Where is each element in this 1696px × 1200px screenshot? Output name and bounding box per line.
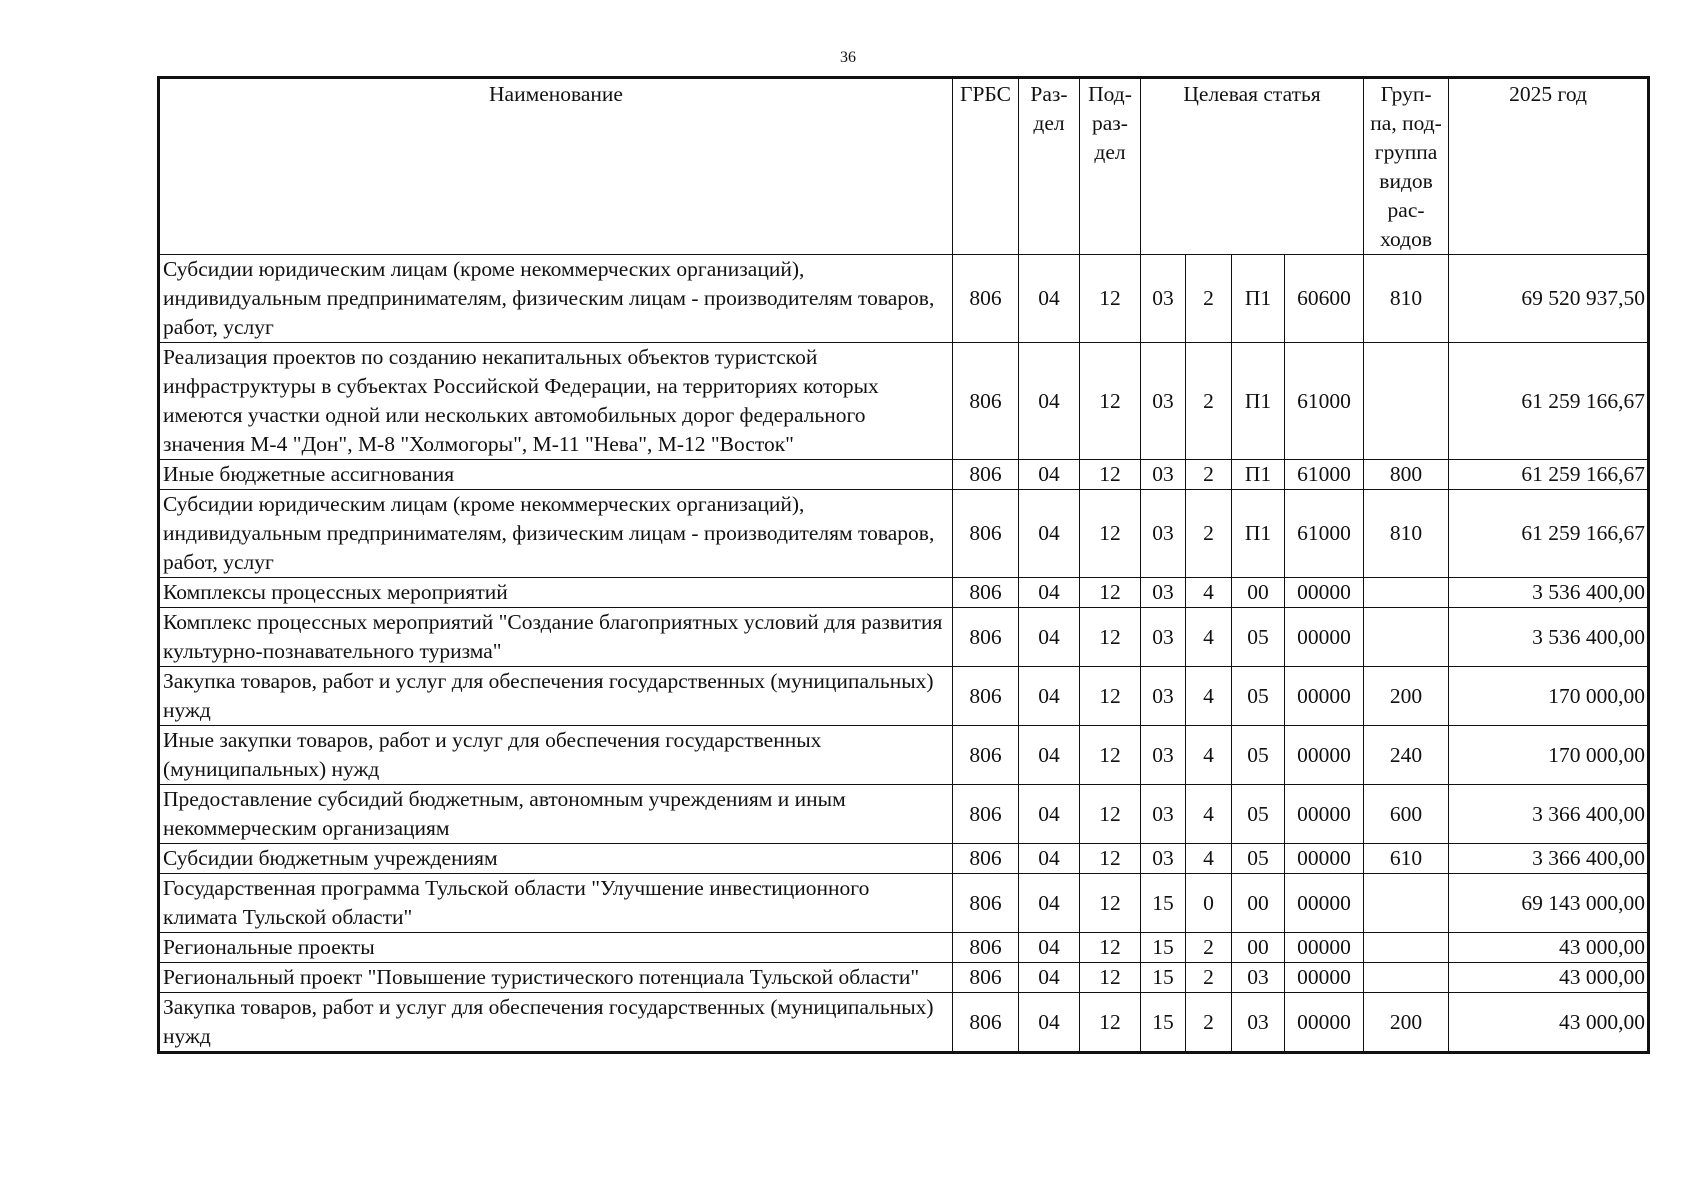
cell-target-direction: 00000 (1285, 726, 1364, 785)
header-target-article: Целевая статья (1141, 78, 1364, 255)
cell-razdel: 04 (1019, 490, 1080, 578)
cell-target-structure: П1 (1232, 460, 1285, 490)
cell-target-type: 4 (1186, 578, 1232, 608)
cell-amount-2025: 69 143 000,00 (1449, 874, 1649, 933)
cell-amount-2025: 69 520 937,50 (1449, 255, 1649, 343)
cell-razdel: 04 (1019, 255, 1080, 343)
cell-grbs: 806 (953, 490, 1019, 578)
cell-podrazdel: 12 (1080, 578, 1141, 608)
cell-razdel: 04 (1019, 993, 1080, 1053)
cell-grbs: 806 (953, 608, 1019, 667)
cell-amount-2025: 61 259 166,67 (1449, 490, 1649, 578)
cell-name: Комплекс процессных мероприятий "Создание благоприятных условий для развития культурно-познавательного туризма" (159, 608, 953, 667)
cell-target-type: 2 (1186, 255, 1232, 343)
table-row (159, 490, 1649, 578)
table-body (159, 255, 1649, 1053)
cell-target-type: 2 (1186, 490, 1232, 578)
cell-target-type: 4 (1186, 608, 1232, 667)
cell-target-direction: 00000 (1285, 608, 1364, 667)
cell-podrazdel: 12 (1080, 460, 1141, 490)
cell-expense-group: 200 (1364, 993, 1449, 1053)
header-year-2025: 2025 год (1449, 78, 1649, 255)
cell-expense-group: 810 (1364, 255, 1449, 343)
cell-target-type: 0 (1186, 874, 1232, 933)
cell-razdel: 04 (1019, 874, 1080, 933)
cell-target-direction: 00000 (1285, 933, 1364, 963)
cell-expense-group: 240 (1364, 726, 1449, 785)
cell-target-program: 15 (1141, 933, 1186, 963)
table-header-row (159, 78, 1649, 255)
cell-name: Закупка товаров, работ и услуг для обеспечения государственных (муниципальных) нужд (159, 667, 953, 726)
table-row (159, 255, 1649, 343)
cell-target-direction: 61000 (1285, 490, 1364, 578)
cell-grbs: 806 (953, 993, 1019, 1053)
cell-podrazdel: 12 (1080, 608, 1141, 667)
cell-target-type: 2 (1186, 933, 1232, 963)
cell-target-structure: 03 (1232, 993, 1285, 1053)
cell-name: Иные бюджетные ассигнования (159, 460, 953, 490)
cell-grbs: 806 (953, 460, 1019, 490)
cell-name: Закупка товаров, работ и услуг для обеспечения государственных (муниципальных) нужд (159, 993, 953, 1053)
budget-table (157, 76, 1650, 1054)
cell-razdel: 04 (1019, 963, 1080, 993)
table-row (159, 578, 1649, 608)
cell-target-program: 15 (1141, 993, 1186, 1053)
cell-name: Региональный проект "Повышение туристического потенциала Тульской области" (159, 963, 953, 993)
cell-amount-2025: 3 366 400,00 (1449, 844, 1649, 874)
cell-target-type: 4 (1186, 726, 1232, 785)
cell-name: Реализация проектов по созданию некапитальных объектов туристской инфраструктуры в субъектах Российской Федерации, на территориях которых имеются участки одной или нескольких автомобильных дорог федерального значения М-4 "Дон", М-8 "Холмогоры", М-11 "Нева", М-12 "Восток" (159, 343, 953, 460)
cell-target-structure: 05 (1232, 785, 1285, 844)
cell-target-direction: 00000 (1285, 578, 1364, 608)
cell-grbs: 806 (953, 726, 1019, 785)
cell-target-structure: 05 (1232, 844, 1285, 874)
cell-target-structure: 00 (1232, 933, 1285, 963)
table-row (159, 460, 1649, 490)
cell-target-direction: 00000 (1285, 963, 1364, 993)
cell-grbs: 806 (953, 933, 1019, 963)
cell-target-direction: 00000 (1285, 874, 1364, 933)
cell-target-structure: 05 (1232, 608, 1285, 667)
cell-podrazdel: 12 (1080, 255, 1141, 343)
cell-grbs: 806 (953, 785, 1019, 844)
cell-target-program: 03 (1141, 460, 1186, 490)
cell-grbs: 806 (953, 343, 1019, 460)
cell-target-direction: 61000 (1285, 460, 1364, 490)
cell-target-structure: 00 (1232, 874, 1285, 933)
cell-target-structure: П1 (1232, 343, 1285, 460)
cell-amount-2025: 170 000,00 (1449, 667, 1649, 726)
cell-target-type: 4 (1186, 844, 1232, 874)
cell-target-direction: 61000 (1285, 343, 1364, 460)
cell-amount-2025: 61 259 166,67 (1449, 343, 1649, 460)
cell-grbs: 806 (953, 667, 1019, 726)
cell-target-program: 03 (1141, 726, 1186, 785)
cell-expense-group (1364, 578, 1449, 608)
cell-target-structure: П1 (1232, 255, 1285, 343)
table-row (159, 933, 1649, 963)
cell-podrazdel: 12 (1080, 343, 1141, 460)
cell-name: Субсидии юридическим лицам (кроме некоммерческих организаций), индивидуальным предпринимателям, физическим лицам - производителям товаров, работ, услуг (159, 490, 953, 578)
cell-name: Комплексы процессных мероприятий (159, 578, 953, 608)
cell-podrazdel: 12 (1080, 726, 1141, 785)
cell-target-structure: 05 (1232, 667, 1285, 726)
cell-target-program: 03 (1141, 844, 1186, 874)
cell-podrazdel: 12 (1080, 874, 1141, 933)
header-name: Наименование (159, 78, 953, 255)
cell-target-direction: 00000 (1285, 844, 1364, 874)
cell-amount-2025: 61 259 166,67 (1449, 460, 1649, 490)
cell-podrazdel: 12 (1080, 785, 1141, 844)
header-podrazdel: Под- раз- дел (1080, 78, 1141, 255)
cell-target-program: 03 (1141, 255, 1186, 343)
cell-podrazdel: 12 (1080, 490, 1141, 578)
cell-razdel: 04 (1019, 608, 1080, 667)
cell-expense-group (1364, 343, 1449, 460)
cell-target-direction: 00000 (1285, 667, 1364, 726)
cell-expense-group (1364, 608, 1449, 667)
cell-razdel: 04 (1019, 667, 1080, 726)
cell-podrazdel: 12 (1080, 993, 1141, 1053)
cell-name: Предоставление субсидий бюджетным, автономным учреждениям и иным некоммерческим организациям (159, 785, 953, 844)
table-row (159, 963, 1649, 993)
cell-target-structure: 00 (1232, 578, 1285, 608)
cell-expense-group: 600 (1364, 785, 1449, 844)
cell-razdel: 04 (1019, 578, 1080, 608)
cell-target-program: 03 (1141, 785, 1186, 844)
cell-target-type: 2 (1186, 963, 1232, 993)
cell-target-type: 4 (1186, 667, 1232, 726)
table-row (159, 874, 1649, 933)
cell-target-type: 2 (1186, 460, 1232, 490)
cell-grbs: 806 (953, 578, 1019, 608)
cell-target-type: 4 (1186, 785, 1232, 844)
table-row (159, 785, 1649, 844)
header-expense-group: Груп- па, под- группа видов рас- ходов (1364, 78, 1449, 255)
cell-razdel: 04 (1019, 343, 1080, 460)
cell-razdel: 04 (1019, 726, 1080, 785)
cell-razdel: 04 (1019, 460, 1080, 490)
cell-grbs: 806 (953, 874, 1019, 933)
cell-target-program: 15 (1141, 874, 1186, 933)
cell-target-program: 03 (1141, 608, 1186, 667)
cell-name: Субсидии юридическим лицам (кроме некоммерческих организаций), индивидуальным предпринимателям, физическим лицам - производителям товаров, работ, услуг (159, 255, 953, 343)
cell-target-program: 15 (1141, 963, 1186, 993)
cell-target-direction: 00000 (1285, 785, 1364, 844)
cell-amount-2025: 43 000,00 (1449, 933, 1649, 963)
cell-target-program: 03 (1141, 578, 1186, 608)
cell-target-direction: 00000 (1285, 993, 1364, 1053)
cell-razdel: 04 (1019, 844, 1080, 874)
cell-target-type: 2 (1186, 343, 1232, 460)
page-number: 36 (840, 49, 856, 66)
cell-expense-group: 800 (1364, 460, 1449, 490)
cell-expense-group: 200 (1364, 667, 1449, 726)
cell-target-program: 03 (1141, 667, 1186, 726)
cell-target-program: 03 (1141, 343, 1186, 460)
table-row (159, 726, 1649, 785)
table-row (159, 993, 1649, 1053)
cell-amount-2025: 170 000,00 (1449, 726, 1649, 785)
cell-podrazdel: 12 (1080, 933, 1141, 963)
table-row (159, 844, 1649, 874)
cell-target-program: 03 (1141, 490, 1186, 578)
cell-amount-2025: 3 366 400,00 (1449, 785, 1649, 844)
cell-expense-group (1364, 933, 1449, 963)
cell-grbs: 806 (953, 963, 1019, 993)
cell-target-type: 2 (1186, 993, 1232, 1053)
table-row (159, 608, 1649, 667)
cell-grbs: 806 (953, 844, 1019, 874)
cell-podrazdel: 12 (1080, 667, 1141, 726)
cell-target-structure: 05 (1232, 726, 1285, 785)
cell-expense-group (1364, 874, 1449, 933)
cell-grbs: 806 (953, 255, 1019, 343)
cell-name: Субсидии бюджетным учреждениям (159, 844, 953, 874)
cell-amount-2025: 3 536 400,00 (1449, 608, 1649, 667)
table-row (159, 343, 1649, 460)
header-grbs: ГРБС (953, 78, 1019, 255)
cell-target-structure: П1 (1232, 490, 1285, 578)
cell-podrazdel: 12 (1080, 963, 1141, 993)
table-row (159, 667, 1649, 726)
cell-target-direction: 60600 (1285, 255, 1364, 343)
header-razdel: Раз- дел (1019, 78, 1080, 255)
cell-razdel: 04 (1019, 933, 1080, 963)
cell-expense-group: 810 (1364, 490, 1449, 578)
cell-expense-group (1364, 963, 1449, 993)
cell-podrazdel: 12 (1080, 844, 1141, 874)
cell-name: Иные закупки товаров, работ и услуг для обеспечения государственных (муниципальных) нужд (159, 726, 953, 785)
cell-name: Региональные проекты (159, 933, 953, 963)
cell-name: Государственная программа Тульской области "Улучшение инвестиционного климата Тульской области" (159, 874, 953, 933)
cell-target-structure: 03 (1232, 963, 1285, 993)
cell-razdel: 04 (1019, 785, 1080, 844)
cell-amount-2025: 43 000,00 (1449, 993, 1649, 1053)
cell-amount-2025: 3 536 400,00 (1449, 578, 1649, 608)
cell-amount-2025: 43 000,00 (1449, 963, 1649, 993)
cell-expense-group: 610 (1364, 844, 1449, 874)
